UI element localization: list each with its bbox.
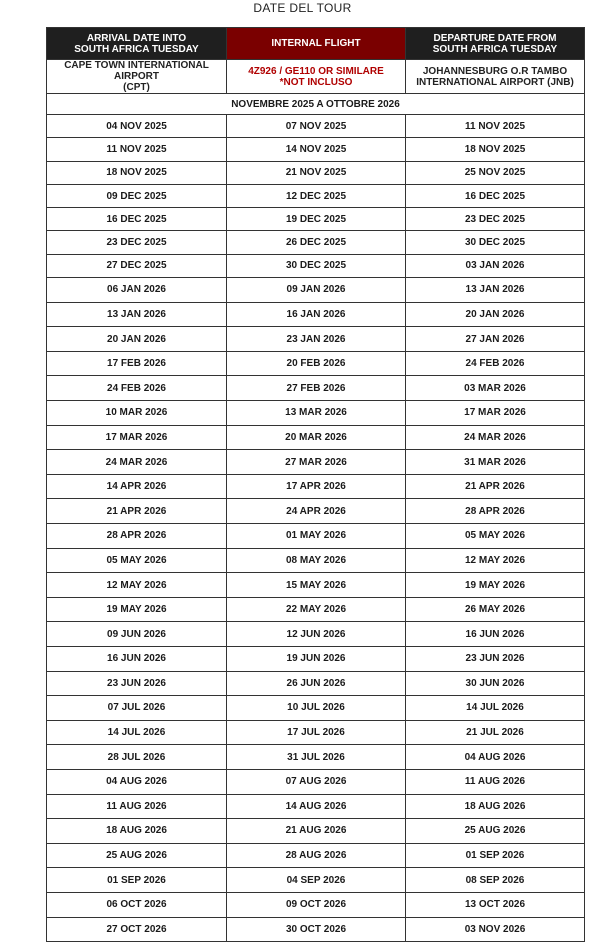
departure-date-cell: 19 MAY 2026 [406,573,585,598]
table-row [47,351,585,376]
table-row [47,278,585,303]
arrival-date-cell: 11 AUG 2026 [47,794,227,819]
departure-date-cell: 28 APR 2026 [406,499,585,524]
period-label: NOVEMBRE 2025 A OTTOBRE 2026 [47,94,585,115]
arrival-date-cell: 04 NOV 2025 [47,115,227,138]
table-row [47,450,585,475]
arrival-date-cell: 05 MAY 2026 [47,548,227,573]
arrival-date-cell: 27 OCT 2026 [47,917,227,942]
departure-date-cell: 16 JUN 2026 [406,622,585,647]
flight-header: INTERNAL FLIGHT [227,28,406,60]
arrival-date-cell: 01 SEP 2026 [47,868,227,893]
flight-date-cell: 24 APR 2026 [227,499,406,524]
flight-date-cell: 14 NOV 2025 [227,138,406,161]
table-row [47,208,585,231]
flight-date-cell: 20 MAR 2026 [227,425,406,450]
table-row [47,138,585,161]
table-row [47,548,585,573]
arrival-airport [47,60,227,94]
arrival-date-cell: 18 NOV 2025 [47,161,227,184]
departure-date-cell: 17 MAR 2026 [406,401,585,426]
arrival-date-cell: 24 MAR 2026 [47,450,227,475]
arrival-date-cell: 16 JUN 2026 [47,646,227,671]
departure-date-cell: 30 JUN 2026 [406,671,585,696]
departure-header-line1: DEPARTURE DATE FROM [433,32,557,44]
table-row [47,573,585,598]
departure-date-cell: 01 SEP 2026 [406,843,585,868]
page-title: DATE DEL TOUR [253,1,352,15]
arrival-date-cell: 23 DEC 2025 [47,231,227,254]
arrival-date-cell: 12 MAY 2026 [47,573,227,598]
table-row [47,745,585,770]
arrival-date-cell: 09 JUN 2026 [47,622,227,647]
flight-date-cell: 26 DEC 2025 [227,231,406,254]
flight-date-cell: 30 OCT 2026 [227,917,406,942]
departure-date-cell: 18 AUG 2026 [406,794,585,819]
table-row [47,720,585,745]
arrival-date-cell: 24 FEB 2026 [47,376,227,401]
departure-date-cell: 25 AUG 2026 [406,819,585,844]
flight-date-cell: 12 JUN 2026 [227,622,406,647]
flight-date-cell: 28 AUG 2026 [227,843,406,868]
tour-dates-table [46,27,585,942]
table-row [47,597,585,622]
table-row [47,696,585,721]
subheader-row [47,60,585,94]
table-row [47,376,585,401]
departure-date-cell: 24 MAR 2026 [406,425,585,450]
table-row [47,646,585,671]
departure-date-cell: 11 AUG 2026 [406,769,585,794]
departure-date-cell: 03 MAR 2026 [406,376,585,401]
table-row [47,769,585,794]
arrival-date-cell: 23 JUN 2026 [47,671,227,696]
table-row [47,499,585,524]
arrival-date-cell: 07 JUL 2026 [47,696,227,721]
flight-date-cell: 27 FEB 2026 [227,376,406,401]
departure-date-cell: 05 MAY 2026 [406,524,585,549]
table-row [47,868,585,893]
table-row [47,161,585,184]
departure-date-cell: 30 DEC 2025 [406,231,585,254]
departure-date-cell: 23 DEC 2025 [406,208,585,231]
flight-date-cell: 20 FEB 2026 [227,351,406,376]
departure-date-cell: 27 JAN 2026 [406,327,585,352]
period-row [47,94,585,115]
departure-date-cell: 04 AUG 2026 [406,745,585,770]
departure-date-cell: 25 NOV 2025 [406,161,585,184]
table-row [47,184,585,207]
arrival-date-cell: 20 JAN 2026 [47,327,227,352]
flight-date-cell: 17 APR 2026 [227,474,406,499]
table-row [47,474,585,499]
arrival-date-cell: 28 JUL 2026 [47,745,227,770]
flight-date-cell: 04 SEP 2026 [227,868,406,893]
flight-date-cell: 08 MAY 2026 [227,548,406,573]
arrival-date-cell: 13 JAN 2026 [47,302,227,327]
departure-airport-line2: INTERNATIONAL AIRPORT (JNB) [416,76,574,88]
flight-date-cell: 17 JUL 2026 [227,720,406,745]
table-row [47,794,585,819]
departure-date-cell: 14 JUL 2026 [406,696,585,721]
flight-info-line2: *NOT INCLUSO [279,76,353,88]
departure-date-cell: 21 JUL 2026 [406,720,585,745]
header-row [47,28,585,60]
flight-info [227,60,406,94]
arrival-airport-line1: CAPE TOWN INTERNATIONAL AIRPORT [64,60,209,82]
arrival-date-cell: 17 FEB 2026 [47,351,227,376]
table-row [47,401,585,426]
table-row [47,524,585,549]
flight-date-cell: 23 JAN 2026 [227,327,406,352]
table-row [47,115,585,138]
table-row [47,892,585,917]
flight-date-cell: 30 DEC 2025 [227,254,406,277]
flight-date-cell: 21 AUG 2026 [227,819,406,844]
flight-date-cell: 27 MAR 2026 [227,450,406,475]
flight-date-cell: 21 NOV 2025 [227,161,406,184]
departure-date-cell: 13 JAN 2026 [406,278,585,303]
flight-date-cell: 26 JUN 2026 [227,671,406,696]
departure-date-cell: 20 JAN 2026 [406,302,585,327]
table-row [47,622,585,647]
arrival-date-cell: 10 MAR 2026 [47,401,227,426]
departure-date-cell: 08 SEP 2026 [406,868,585,893]
flight-date-cell: 14 AUG 2026 [227,794,406,819]
table-row [47,425,585,450]
arrival-date-cell: 18 AUG 2026 [47,819,227,844]
departure-date-cell: 03 NOV 2026 [406,917,585,942]
table-row [47,231,585,254]
departure-airport-line1: JOHANNESBURG O.R TAMBO [422,65,568,77]
flight-date-cell: 07 NOV 2025 [227,115,406,138]
arrival-header-line1: ARRIVAL DATE INTO [86,32,187,44]
departure-date-cell: 11 NOV 2025 [406,115,585,138]
flight-date-cell: 16 JAN 2026 [227,302,406,327]
table-row [47,254,585,277]
departure-header [406,28,585,60]
arrival-date-cell: 06 OCT 2026 [47,892,227,917]
departure-date-cell: 23 JUN 2026 [406,646,585,671]
flight-date-cell: 12 DEC 2025 [227,184,406,207]
table-row [47,302,585,327]
arrival-date-cell: 16 DEC 2025 [47,208,227,231]
departure-airport [406,60,585,94]
arrival-date-cell: 17 MAR 2026 [47,425,227,450]
arrival-date-cell: 19 MAY 2026 [47,597,227,622]
flight-date-cell: 13 MAR 2026 [227,401,406,426]
arrival-date-cell: 25 AUG 2026 [47,843,227,868]
arrival-airport-line2: (CPT) [123,82,150,93]
departure-date-cell: 16 DEC 2025 [406,184,585,207]
departure-header-line2: SOUTH AFRICA TUESDAY [432,43,558,55]
table-row [47,843,585,868]
departure-date-cell: 18 NOV 2025 [406,138,585,161]
flight-date-cell: 07 AUG 2026 [227,769,406,794]
arrival-date-cell: 06 JAN 2026 [47,278,227,303]
arrival-date-cell: 21 APR 2026 [47,499,227,524]
departure-date-cell: 24 FEB 2026 [406,351,585,376]
departure-date-cell: 13 OCT 2026 [406,892,585,917]
departure-date-cell: 12 MAY 2026 [406,548,585,573]
arrival-date-cell: 14 JUL 2026 [47,720,227,745]
arrival-date-cell: 27 DEC 2025 [47,254,227,277]
flight-date-cell: 09 OCT 2026 [227,892,406,917]
departure-date-cell: 21 APR 2026 [406,474,585,499]
flight-date-cell: 22 MAY 2026 [227,597,406,622]
flight-date-cell: 09 JAN 2026 [227,278,406,303]
departure-date-cell: 03 JAN 2026 [406,254,585,277]
flight-info-line1: 4Z926 / GE110 OR SIMILARE [248,65,384,77]
table-row [47,327,585,352]
departure-date-cell: 31 MAR 2026 [406,450,585,475]
arrival-date-cell: 14 APR 2026 [47,474,227,499]
flight-date-cell: 15 MAY 2026 [227,573,406,598]
arrival-date-cell: 28 APR 2026 [47,524,227,549]
departure-date-cell: 26 MAY 2026 [406,597,585,622]
arrival-date-cell: 04 AUG 2026 [47,769,227,794]
arrival-date-cell: 11 NOV 2025 [47,138,227,161]
table-row [47,819,585,844]
flight-date-cell: 31 JUL 2026 [227,745,406,770]
arrival-header-line2: SOUTH AFRICA TUESDAY [74,43,199,55]
arrival-date-cell: 09 DEC 2025 [47,184,227,207]
table-row [47,917,585,942]
flight-date-cell: 19 DEC 2025 [227,208,406,231]
flight-date-cell: 19 JUN 2026 [227,646,406,671]
table-row [47,671,585,696]
flight-date-cell: 10 JUL 2026 [227,696,406,721]
flight-date-cell: 01 MAY 2026 [227,524,406,549]
arrival-header [47,28,227,60]
